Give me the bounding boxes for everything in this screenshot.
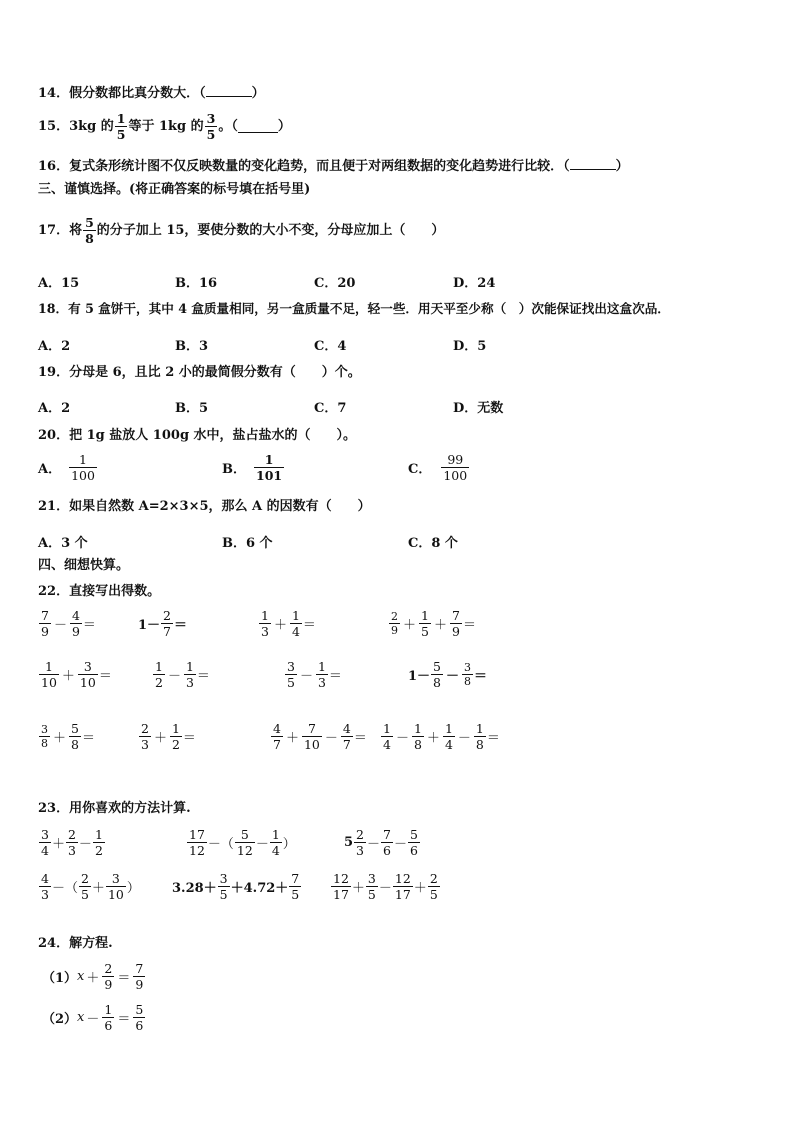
numerator: 2 xyxy=(391,609,398,623)
numerator: 2 xyxy=(163,608,171,623)
numerator: 7 xyxy=(135,961,144,976)
denominator: 9 xyxy=(451,624,460,640)
fraction xyxy=(412,722,424,751)
question-20: 20．把 1g 盐放人 100g 水中，盐占盐水的（ ）。 xyxy=(38,428,357,443)
question-17: 17．将 $\frac{5}{8}$ 的分子加上 15，要使分数的大小不变，分母应加上（ ） xyxy=(38,215,445,247)
numerator: 1 xyxy=(116,111,126,126)
denominator: 4 xyxy=(444,737,453,753)
fraction xyxy=(161,609,173,638)
q22-expr-1: $\frac{7}{9}$ － $\frac{4}{9}$ ＝ xyxy=(41,608,96,640)
fraction xyxy=(235,828,255,857)
numerator: 7 xyxy=(307,721,316,736)
fraction xyxy=(271,722,283,751)
denominator: 4 xyxy=(271,843,280,859)
fraction xyxy=(39,828,51,857)
fraction xyxy=(218,872,230,901)
numerator: 5 xyxy=(85,215,94,230)
fraction xyxy=(133,962,145,991)
q22-expr-3: $\frac{1}{3}$ ＋ $\frac{1}{4}$ ＝ xyxy=(261,608,316,640)
numerator: 2 xyxy=(356,827,364,842)
denominator: 9 xyxy=(71,624,80,640)
fraction xyxy=(153,660,165,689)
denominator: 12 xyxy=(236,843,253,859)
numerator: 2 xyxy=(80,871,89,886)
q22-expr-11: $\frac{4}{7}$ ＋ $\frac{7}{10}$ － $\frac{4}{7}$ ＝ xyxy=(273,721,367,753)
denominator: 3 xyxy=(356,843,364,859)
denominator: 2 xyxy=(171,737,180,753)
choice-b[interactable]: B．6 个 xyxy=(222,536,273,551)
denominator: 8 xyxy=(464,675,472,689)
fraction xyxy=(393,872,413,901)
choice-a[interactable]: A．2 xyxy=(38,401,71,416)
question-16: 16．复式条形统计图不仅反映数量的变化趋势，而且便于对两组数据的变化趋势进行比较．（ ） xyxy=(38,159,629,174)
fraction xyxy=(443,722,455,751)
denominator: 8 xyxy=(433,675,441,691)
numerator: 1 xyxy=(44,659,53,674)
fraction xyxy=(139,722,151,751)
fraction xyxy=(290,609,302,638)
fraction xyxy=(474,722,486,751)
choice-c[interactable]: C． $\frac{99}{100}$ xyxy=(408,452,468,484)
section-4-heading: 四、细想快算。 xyxy=(38,558,130,573)
denominator: 4 xyxy=(383,737,391,753)
denominator: 6 xyxy=(135,1018,144,1034)
numerator: 1 xyxy=(383,721,391,736)
denominator: 8 xyxy=(85,231,94,247)
denominator: 5 xyxy=(291,887,300,903)
denominator: 6 xyxy=(104,1018,113,1034)
numerator: 5 xyxy=(433,659,441,674)
numerator: 5 xyxy=(240,827,249,842)
numerator: 1 xyxy=(317,659,326,674)
denominator: 5 xyxy=(421,624,429,640)
numerator: 1 xyxy=(155,659,163,674)
q23-expr-3: 5 $\frac{2}{3}$ － $\frac{7}{6}$ － $\frac{5}{6}$ xyxy=(344,827,418,859)
denominator: 9 xyxy=(135,977,144,993)
denominator: 8 xyxy=(413,737,422,753)
numerator: 1 xyxy=(413,721,422,736)
fraction xyxy=(79,872,91,901)
denominator: 7 xyxy=(163,624,171,640)
question-14: 14．假分数都比真分数大．（ ） xyxy=(38,86,265,101)
choice-b[interactable]: B． $\frac{1}{101}$ xyxy=(222,452,283,484)
fraction xyxy=(205,112,218,141)
denominator: 4 xyxy=(291,624,300,640)
denominator: 100 xyxy=(443,468,468,484)
fraction xyxy=(354,828,366,857)
fraction xyxy=(428,872,440,901)
numerator: 1 xyxy=(271,827,280,842)
denominator: 10 xyxy=(41,675,57,691)
q22-expr-12: $\frac{1}{4}$ － $\frac{1}{8}$ ＋ $\frac{1}{4}$ － $\frac{1}{8}$ ＝ xyxy=(383,721,500,753)
fraction xyxy=(381,722,393,751)
q24-equation-1: （1） x ＋ $\frac{2}{9}$ ＝ $\frac{7}{9}$ xyxy=(42,961,144,993)
denominator: 4 xyxy=(41,843,49,859)
choice-a[interactable]: A．15 xyxy=(38,276,80,291)
numerator: 5 xyxy=(135,1002,144,1017)
fraction xyxy=(133,1003,145,1032)
question-19: 19．分母是 6，且比 2 小的最简假分数有（ ）个。 xyxy=(38,365,361,380)
numerator: 4 xyxy=(41,871,49,886)
fraction xyxy=(259,609,271,638)
denominator: 9 xyxy=(391,624,398,638)
numerator: 1 xyxy=(171,721,180,736)
numerator: 2 xyxy=(67,827,76,842)
q23-expr-5: 3.28＋ $\frac{3}{5}$ ＋4.72＋ $\frac{7}{5}$ xyxy=(172,871,300,903)
fraction xyxy=(102,962,114,991)
denominator: 10 xyxy=(303,737,320,753)
denominator: 5 xyxy=(116,127,126,143)
numerator: 2 xyxy=(429,871,438,886)
q23-expr-6: $\frac{12}{17}$ ＋ $\frac{3}{5}$ － $\frac{12}{17}$ ＋ $\frac{2}{5}$ xyxy=(333,871,438,903)
denominator: 9 xyxy=(104,977,113,993)
q23-expr-4: $\frac{4}{3}$ －（ $\frac{2}{5}$ ＋ $\frac{3}{10}$ ） xyxy=(41,871,140,903)
section-3-heading: 三、谨慎选择。(将正确答案的标号填在括号里) xyxy=(38,182,311,197)
numerator: 3 xyxy=(41,722,48,736)
denominator: 5 xyxy=(206,127,216,143)
fraction xyxy=(408,828,420,857)
question-15: 15．3kg 的 $\frac{1}{5}$ 等于 1kg 的 $\frac{3}{5}$ 。（ ） xyxy=(38,111,291,143)
choice-c[interactable]: C．4 xyxy=(314,339,347,354)
q22-expr-6: $\frac{1}{2}$ － $\frac{1}{3}$ ＝ xyxy=(155,659,210,691)
denominator: 3 xyxy=(317,675,326,691)
numerator: 7 xyxy=(451,608,460,623)
denominator: 7 xyxy=(342,737,351,753)
fraction xyxy=(70,609,82,638)
denominator: 6 xyxy=(409,843,418,859)
fraction xyxy=(39,872,51,901)
denominator: 8 xyxy=(71,737,79,753)
q22-expr-5: $\frac{1}{10}$ ＋ $\frac{3}{10}$ ＝ xyxy=(41,659,112,691)
q22-expr-9: $\frac{3}{8}$ ＋ $\frac{5}{8}$ ＝ xyxy=(41,721,95,753)
fraction xyxy=(341,722,353,751)
numerator: 1 xyxy=(475,721,484,736)
numerator: 1 xyxy=(94,827,103,842)
q23-expr-1: $\frac{3}{4}$ ＋ $\frac{2}{3}$ － $\frac{1}{2}$ xyxy=(41,827,103,859)
numerator: 5 xyxy=(409,827,418,842)
numerator: 3 xyxy=(111,871,120,886)
fraction xyxy=(170,722,182,751)
numerator: 17 xyxy=(189,827,205,842)
denominator: 3 xyxy=(185,675,194,691)
choice-d[interactable]: D．无数 xyxy=(453,401,504,416)
fraction xyxy=(316,660,328,689)
fraction xyxy=(441,453,469,482)
numerator: 7 xyxy=(291,871,300,886)
denominator: 5 xyxy=(80,887,89,903)
choice-b[interactable]: B．16 xyxy=(175,276,218,291)
fraction xyxy=(102,1003,114,1032)
numerator: 1 xyxy=(79,452,87,467)
choice-a[interactable]: A．3 个 xyxy=(38,536,88,551)
question-18: 18．有 5 盒饼干，其中 4 盒质量相同，另一盒质量不足，轻一些．用天平至少称（ ）次能保证找出这盒次品． xyxy=(38,301,670,316)
q22-expr-2: 1－ $\frac{2}{7}$ ＝ xyxy=(138,608,188,640)
denominator: 5 xyxy=(219,887,228,903)
choice-b[interactable]: B．5 xyxy=(175,401,209,416)
denominator: 3 xyxy=(261,624,269,640)
choice-d[interactable]: D．5 xyxy=(453,339,487,354)
denominator: 3 xyxy=(67,843,76,859)
denominator: 7 xyxy=(273,737,281,753)
fraction xyxy=(187,828,207,857)
numerator: 1 xyxy=(185,659,194,674)
numerator: 1 xyxy=(104,1002,113,1017)
choice-d[interactable]: D．24 xyxy=(453,276,496,291)
fraction xyxy=(419,609,431,638)
choice-c[interactable]: C．20 xyxy=(314,276,356,291)
denominator: 5 xyxy=(367,887,376,903)
fraction xyxy=(389,611,400,637)
denominator: 8 xyxy=(475,737,484,753)
choice-a[interactable]: A． $\frac{1}{100}$ xyxy=(38,452,95,484)
denominator: 10 xyxy=(79,675,96,691)
q22-expr-8: 1－ $\frac{5}{8}$ － $\frac{3}{8}$ ＝ xyxy=(408,659,488,691)
denominator: 3 xyxy=(141,737,149,753)
numerator: 3 xyxy=(464,660,472,674)
answer-blank[interactable] xyxy=(570,158,616,170)
answer-blank[interactable] xyxy=(206,85,252,97)
fraction xyxy=(78,660,98,689)
numerator: 3 xyxy=(287,659,295,674)
fraction xyxy=(270,828,282,857)
fraction xyxy=(450,609,462,638)
numerator: 3 xyxy=(367,871,376,886)
denominator: 8 xyxy=(41,737,48,751)
numerator: 3 xyxy=(41,827,49,842)
answer-blank[interactable] xyxy=(238,121,278,133)
denominator: 3 xyxy=(41,887,49,903)
denominator: 12 xyxy=(189,843,205,859)
numerator: 1 xyxy=(421,608,429,623)
numerator: 3 xyxy=(206,111,216,126)
choice-b[interactable]: B．3 xyxy=(175,339,209,354)
numerator: 99 xyxy=(447,452,464,467)
q22-expr-10: $\frac{2}{3}$ ＋ $\frac{1}{2}$ ＝ xyxy=(141,721,196,753)
numerator: 4 xyxy=(273,721,281,736)
fraction xyxy=(184,660,196,689)
denominator: 100 xyxy=(71,468,95,484)
fraction xyxy=(254,453,284,482)
fraction xyxy=(69,722,81,751)
numerator: 3 xyxy=(83,659,92,674)
fraction xyxy=(285,660,297,689)
question-22-title: 22．直接写出得数。 xyxy=(38,584,161,599)
fraction xyxy=(39,724,50,750)
denominator: 10 xyxy=(107,887,124,903)
fraction xyxy=(83,216,96,245)
numerator: 12 xyxy=(333,871,349,886)
fraction xyxy=(39,660,59,689)
numerator: 1 xyxy=(261,608,269,623)
denominator: 17 xyxy=(394,887,411,903)
choice-a[interactable]: A．2 xyxy=(38,339,71,354)
numerator: 3 xyxy=(219,871,228,886)
q23-expr-2: $\frac{17}{12}$ －（ $\frac{5}{12}$ － $\frac{1}{4}$ ） xyxy=(189,827,296,859)
fraction xyxy=(462,662,473,688)
numerator: 7 xyxy=(383,827,391,842)
numerator: 1 xyxy=(264,452,274,467)
numerator: 12 xyxy=(394,871,411,886)
numerator: 5 xyxy=(71,721,79,736)
fraction xyxy=(106,872,126,901)
fraction xyxy=(115,112,128,141)
denominator: 5 xyxy=(287,675,295,691)
numerator: 4 xyxy=(71,608,80,623)
denominator: 2 xyxy=(94,843,103,859)
q22-expr-4: $\frac{2}{9}$ ＋ $\frac{1}{5}$ ＋ $\frac{7}{9}$ ＝ xyxy=(391,608,476,640)
question-24-title: 24．解方程. xyxy=(38,936,113,951)
denominator: 2 xyxy=(155,675,163,691)
fraction xyxy=(69,453,97,482)
denominator: 101 xyxy=(256,468,283,484)
fraction xyxy=(302,722,322,751)
question-21: 21．如果自然数 A=2×3×5，那么 A 的因数有（ ） xyxy=(38,499,371,514)
fraction xyxy=(39,609,51,638)
fraction xyxy=(331,872,351,901)
q22-expr-7: $\frac{3}{5}$ － $\frac{1}{3}$ ＝ xyxy=(287,659,342,691)
fraction xyxy=(366,872,378,901)
fraction xyxy=(66,828,78,857)
fraction xyxy=(289,872,301,901)
denominator: 5 xyxy=(429,887,438,903)
q24-equation-2: （2） x － $\frac{1}{6}$ ＝ $\frac{5}{6}$ xyxy=(42,1002,144,1034)
denominator: 6 xyxy=(383,843,391,859)
denominator: 9 xyxy=(41,624,49,640)
numerator: 7 xyxy=(41,608,49,623)
question-23-title: 23．用你喜欢的方法计算. xyxy=(38,801,191,816)
fraction xyxy=(93,828,105,857)
fraction xyxy=(381,828,393,857)
denominator: 17 xyxy=(333,887,349,903)
numerator: 1 xyxy=(291,608,300,623)
choice-c[interactable]: C．7 xyxy=(314,401,347,416)
numerator: 1 xyxy=(444,721,453,736)
fraction xyxy=(431,660,443,689)
numerator: 2 xyxy=(141,721,149,736)
numerator: 2 xyxy=(104,961,113,976)
choice-c[interactable]: C．8 个 xyxy=(408,536,458,551)
numerator: 4 xyxy=(342,721,351,736)
